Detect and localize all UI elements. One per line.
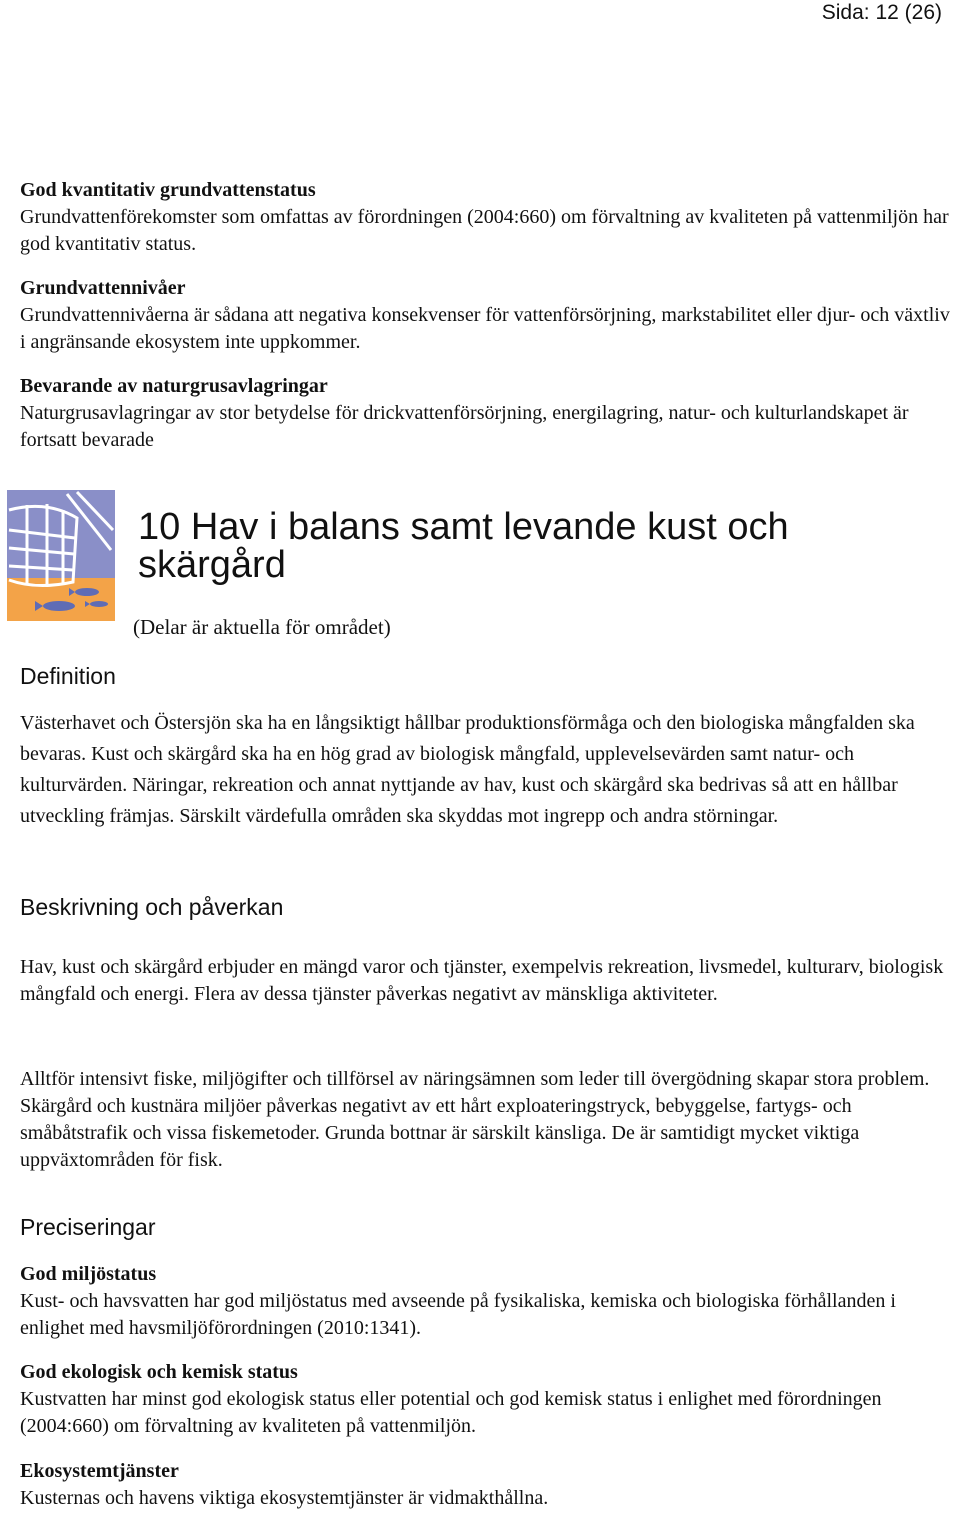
section-grundvattenniva: [20, 275, 950, 356]
precisering-heading: God miljöstatus: [20, 1263, 157, 1285]
precisering-heading: Ekosystemtjänster: [20, 1460, 179, 1482]
precisering-god-miljostatus: [20, 1261, 950, 1342]
definition-text: Västerhavet och Östersjön ska ha en långsiktigt hållbar produktionsförmåga och den biologiska mångfalden ska bevaras. Kust och skärgård ska ha en hög grad av biologisk mångfald, upplevelsevärden samt natur- och kulturvärden. Näringar, rekreation och annat nyttjande av hav, kust och skärgård ska bedrivas så att en hållbar utveckling främjas. Särskilt värdefulla områden ska skyddas mot ingrepp och andra störningar.: [20, 712, 915, 827]
precisering-text: Kustvatten har minst god ekologisk status eller potential och god kemisk status i enlighet med förordningen (2004:660) om förvaltning av kvaliteten på vattenmiljön.: [20, 1388, 882, 1437]
chapter-title: 10 Hav i balans samt levande kust och skärgård: [138, 506, 789, 586]
section-heading: Grundvattennivåer: [20, 277, 186, 299]
description-heading: Beskrivning och påverkan: [20, 894, 284, 920]
description-paragraph: Alltför intensivt fiske, miljögifter och tillförsel av näringsämnen som leder till övergödning skapar stora problem. Skärgård och kustnära miljöer påverkas negativt av ett hårt exploateringstryck, bebyggelse, fartygs- och småbåtstrafik och vissa fiskemetoder. Grunda bottnar är särskilt känsliga. De är samtidigt mycket viktiga uppväxtområden för fisk.: [20, 1068, 930, 1171]
precisering-heading: God ekologisk och kemisk status: [20, 1361, 298, 1383]
section-heading: Bevarande av naturgrusavlagringar: [20, 375, 328, 397]
section-text: Grundvattennivåerna är sådana att negativa konsekvenser för vattenförsörjning, markstabilitet eller djur- och växtliv i angränsande ekosystem inte uppkommer.: [20, 304, 950, 353]
section-bevarande-naturgrus: [20, 373, 950, 454]
chapter-logo-boat-fish-icon: [7, 490, 115, 621]
precisering-god-ekologisk-kemisk-status: [20, 1359, 950, 1440]
definition-heading: Definition: [20, 663, 116, 689]
section-heading: God kvantitativ grundvattenstatus: [20, 179, 316, 201]
page-number: Sida: 12 (26): [821, 1, 942, 24]
section-god-kvantitativ-grundvattenstatus: [20, 177, 950, 258]
precisering-text: Kust- och havsvatten har god miljöstatus med avseende på fysikaliska, kemiska och biologiska förhållanden i enlighet med havsmiljöförordningen (2010:1341).: [20, 1290, 896, 1339]
precisering-ekosystemtjanster: [20, 1458, 950, 1512]
description-paragraph: Hav, kust och skärgård erbjuder en mängd varor och tjänster, exempelvis rekreation, livsmedel, kulturarv, biologisk mångfald och energi. Flera av dessa tjänster påverkas negativt av mänskliga aktiviteter.: [20, 956, 944, 1005]
section-text: Naturgrusavlagringar av stor betydelse för drickvattenförsörjning, energilagring, natur- och kulturlandskapet är fortsatt bevarade: [20, 402, 909, 451]
section-text: Grundvattenförekomster som omfattas av förordningen (2004:660) om förvaltning av kvaliteten på vattenmiljön har god kvantitativ status.: [20, 206, 949, 255]
precisering-text: Kusternas och havens viktiga ekosystemtjänster är vidmakthållna.: [20, 1487, 549, 1509]
preciseringar-heading: Preciseringar: [20, 1214, 156, 1240]
chapter-subtitle: (Delar är aktuella för området): [133, 615, 391, 639]
